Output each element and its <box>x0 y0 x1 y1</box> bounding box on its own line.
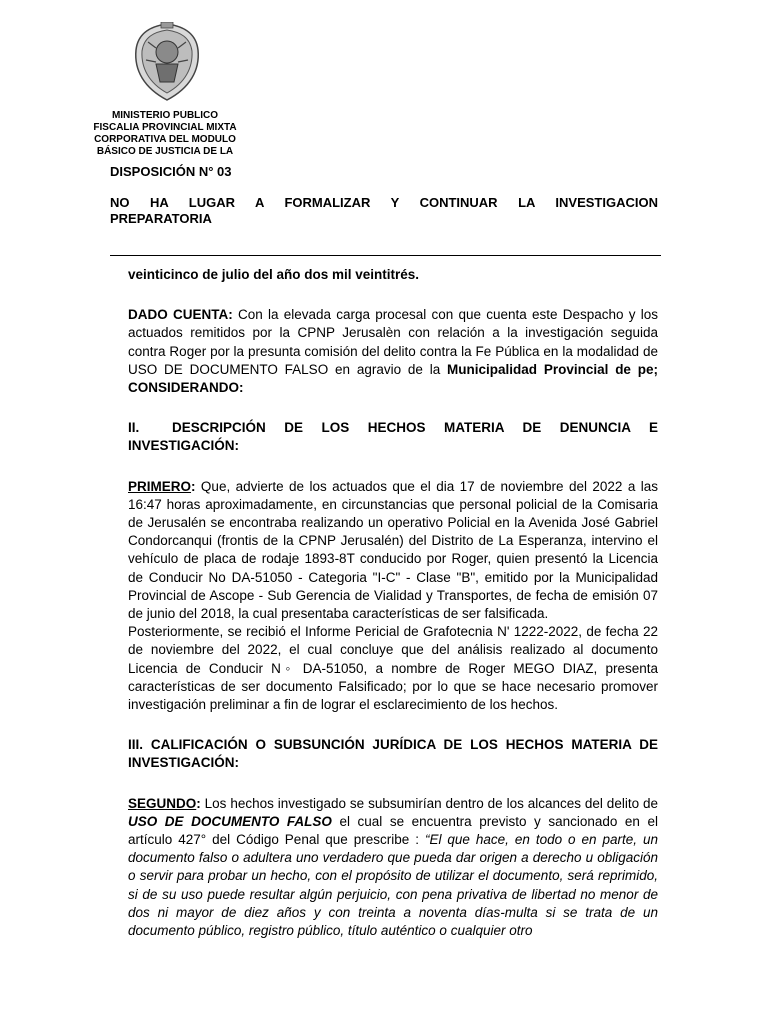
segundo-text-1: Los hechos investigado se subsumirían dentro de los alcances del delito de <box>200 795 658 811</box>
header-line: CORPORATIVA DEL MODULO <box>94 134 236 145</box>
segundo-legal-quote: “El que hace, en todo o en parte, un documento falso o adultera uno verdadero que pueda dar origen a derecho u obligación o servir para probar un hecho, con el propósito de utilizar el documento, será reprimido, si de su uso puede resultar algún perjuicio, con pena privativa de libertad no menor de dos ni mayor de diez años y con treinta a noventa días-multa si se trata de un documento público, registro público, título auténtico o cualquier otro <box>128 832 658 939</box>
header-divider <box>110 255 661 256</box>
dado-cuenta-paragraph <box>128 306 658 397</box>
primero-paragraph <box>128 478 658 624</box>
dado-cuenta-label: DADO CUENTA: <box>128 307 233 323</box>
segundo-label: SEGUNDO <box>128 795 197 811</box>
document-title: DISPOSICIÓN N° 03 <box>110 164 232 179</box>
document-body <box>128 266 658 940</box>
date-line: veinticinco de julio del año dos mil veintitrés. <box>128 267 420 282</box>
segundo-text-2: el cual se encuentra previsto y sancionado en el artículo 427° del Código Penal que prescribe : <box>128 813 658 848</box>
segundo-crime-name: USO DE DOCUMENTO FALSO <box>128 813 332 829</box>
section-ii-heading <box>128 419 658 455</box>
primero-colon: : <box>191 478 196 494</box>
document-subject: NO HA LUGAR A FORMALIZAR Y CONTINUAR LA INVESTIGACION PREPARATORIA <box>110 195 658 226</box>
ministerio-publico-seal-icon <box>130 22 204 102</box>
primero-label: PRIMERO <box>128 478 192 494</box>
segundo-paragraph <box>128 795 658 941</box>
header-line: MINISTERIO PÚBLICO <box>111 110 219 121</box>
section-ii-title: DESCRIPCIÓN DE LOS HECHOS MATERIA DE DENUNCIA E INVESTIGACIÓN: <box>128 420 658 454</box>
section-iii-heading: III. CALIFICACIÓN O SUBSUNCIÓN JURÍDICA DE LOS HECHOS MATERIA DE INVESTIGACIÓN: <box>128 737 658 771</box>
segundo-colon: : <box>196 795 201 811</box>
section-ii-number: II. <box>128 420 140 436</box>
header-line: FISCALIA PROVINCIAL MIXTA <box>93 122 237 133</box>
primero-text: Que, advierte de los actuados que el dia 17 de noviembre del 2022 a las 16:47 horas aproximadamente, en circunstancias que personal policial de la Comisaria de Jerusalén se encontraba realizando un operativo Policial en la Avenida José Gabriel Condorcanqui (frontis de la CPNP Jerusalén) del Distrito de La Esperanza, intervino el vehículo de placa de rodaje 1893-8T conducido por Roger, quien presentó la Licencia de Conducir No DA-51050 - Categoria "I-C" - Clase "B", emitido por la Municipalidad Provincial de Ascope - Sub Gerencia de Vialidad y Transportes, de fecha de emisión 07 de junio del 2018, la cual presentaba características de ser falsificada. <box>128 478 658 622</box>
header-line: BÁSICO DE JUSTICIA DE LA <box>96 146 234 157</box>
dado-cuenta-text: Con la elevada carga procesal con que cuenta este Despacho y los actuados remitidos por la CPNP Jerusalèn con relación a la investigación seguida contra Roger por la presunta comisión del delito contra la Fe Pública en la modalidad de USO DE DOCUMENTO FALSO en agravio de la <box>128 307 658 377</box>
primero-paragraph-2: Posteriormente, se recibió el Informe Pericial de Grafotecnia N' 1222-2022, de fecha 22 de noviembre del 2022, el cual concluye que del análisis realizado al documento Licencia de Conducir N◦ DA-51050, a nombre de Roger MEGO DIAZ, presenta características de ser documento Falsificado; por lo que se hace necesario promover investigación preliminar a fin de lograr el esclarecimiento de los hechos. <box>128 624 658 713</box>
dado-cuenta-bold-tail: Municipalidad Provincial de pe; CONSIDERANDO: <box>128 361 658 396</box>
institution-header <box>84 110 246 158</box>
